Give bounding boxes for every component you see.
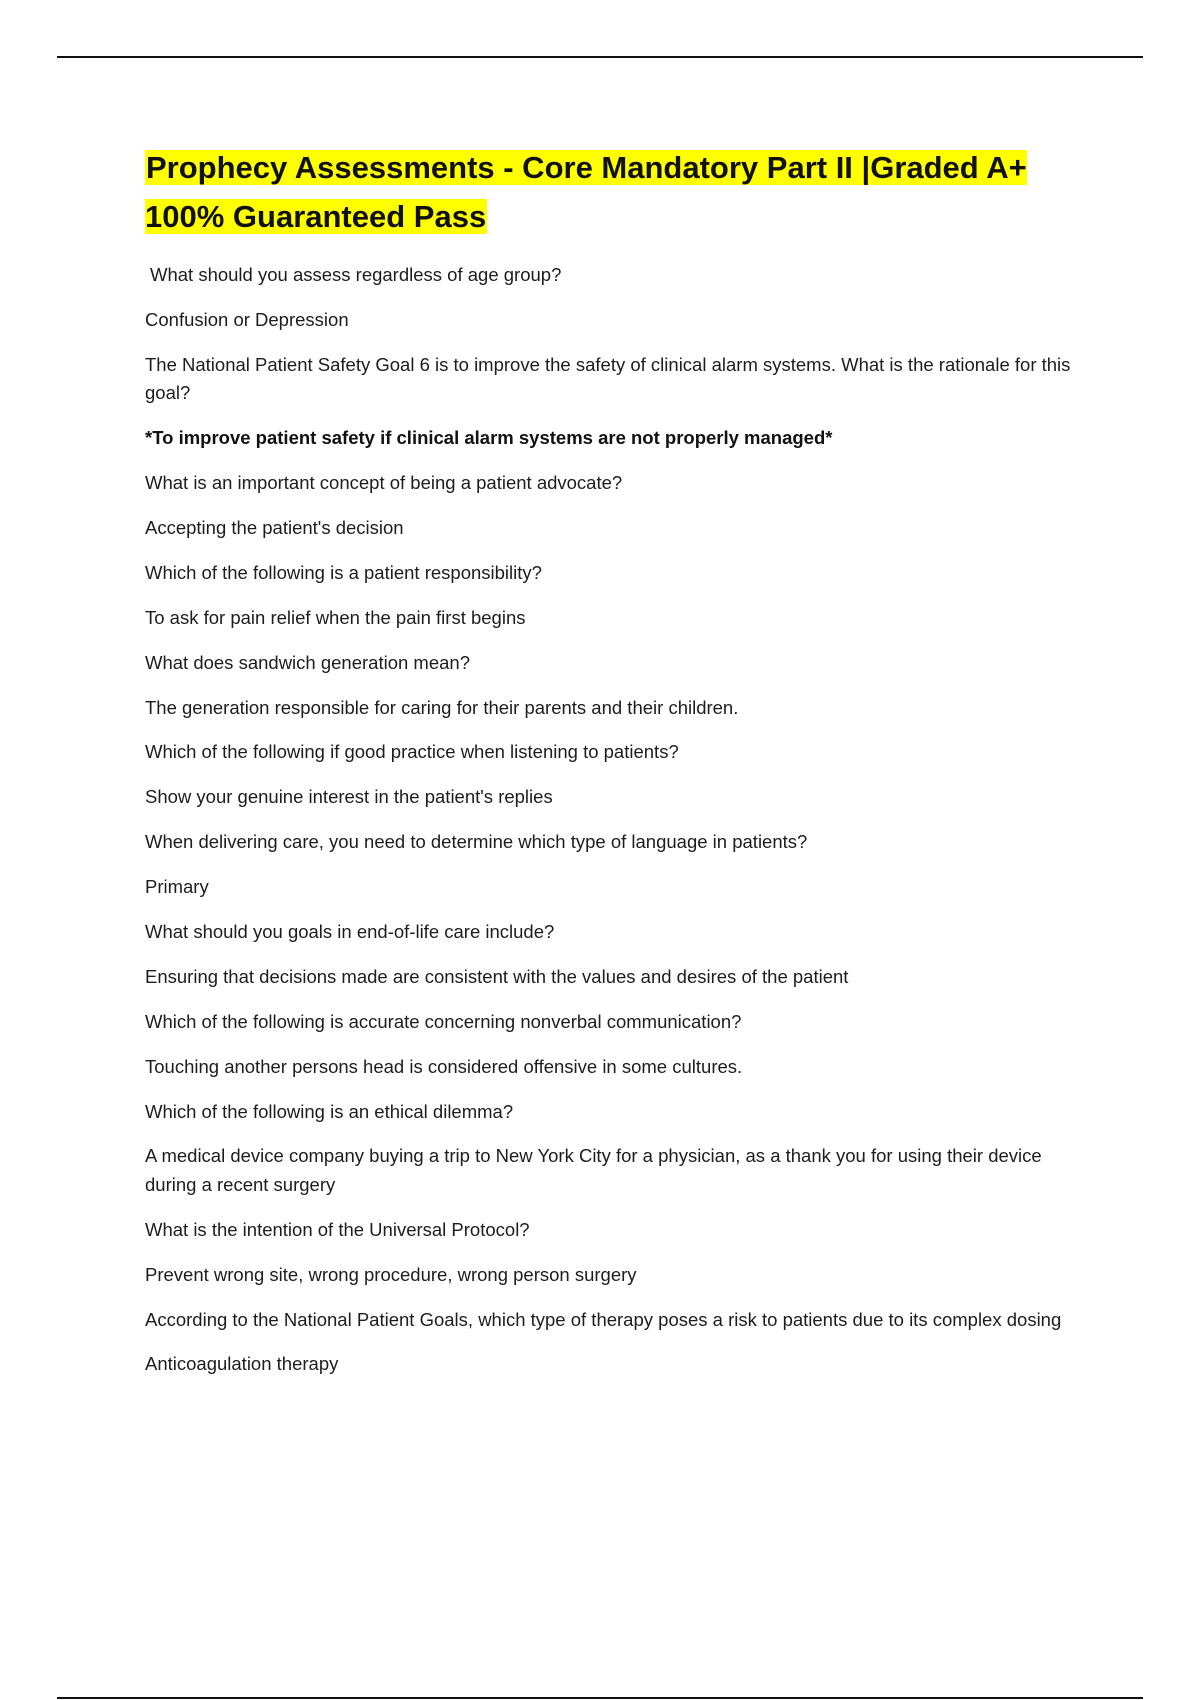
document-line: Prevent wrong site, wrong procedure, wrong person surgery [145, 1263, 637, 1285]
document-page [145, 143, 1085, 1395]
document-line: Which of the following is an ethical dilemma? [145, 1100, 514, 1122]
document-line: Ensuring that decisions made are consistent with the values and desires of the patient [145, 965, 849, 987]
document-line: What is the intention of the Universal Protocol? [145, 1218, 530, 1240]
document-line: Show your genuine interest in the patient's replies [145, 786, 553, 808]
document-title [145, 143, 1085, 241]
document-line: What should you assess regardless of age group? [150, 264, 562, 285]
document-line: What should you goals in end-of-life care include? [145, 920, 555, 942]
document-line: The National Patient Safety Goal 6 is to improve the safety of clinical alarm systems. What is the rationale for this goal? [145, 353, 1071, 404]
document-line: What does sandwich generation mean? [145, 651, 470, 673]
document-line: Primary [145, 876, 209, 898]
document-line: Accepting the patient's decision [145, 516, 404, 538]
document-line: *To improve patient safety if clinical alarm systems are not properly managed* [145, 427, 833, 449]
footer-rule [57, 1697, 1143, 1699]
document-line: To ask for pain relief when the pain first begins [145, 606, 526, 628]
question-answer-list [145, 261, 1085, 1379]
document-line: Touching another persons head is considered offensive in some cultures. [145, 1055, 743, 1077]
highlighted-title-text: Prophecy Assessments - Core Mandatory Part II |Graded A+ 100% Guaranteed Pass [145, 150, 1027, 234]
document-line: Which of the following if good practice when listening to patients? [145, 741, 679, 763]
header-rule [57, 56, 1143, 58]
document-line: A medical device company buying a trip to New York City for a physician, as a thank you for using their device during a recent surgery [145, 1145, 1042, 1195]
document-line: Which of the following is accurate concerning nonverbal communication? [145, 1010, 742, 1032]
document-line: Confusion or Depression [145, 308, 349, 330]
document-line: Which of the following is a patient responsibility? [145, 561, 542, 583]
document-line: According to the National Patient Goals, which type of therapy poses a risk to patients due to its complex dosing [145, 1308, 1062, 1330]
document-line: What is an important concept of being a patient advocate? [145, 472, 623, 494]
document-line: When delivering care, you need to determine which type of language in patients? [145, 831, 808, 853]
document-line: Anticoagulation therapy [145, 1353, 339, 1375]
document-line: The generation responsible for caring for their parents and their children. [145, 696, 739, 718]
